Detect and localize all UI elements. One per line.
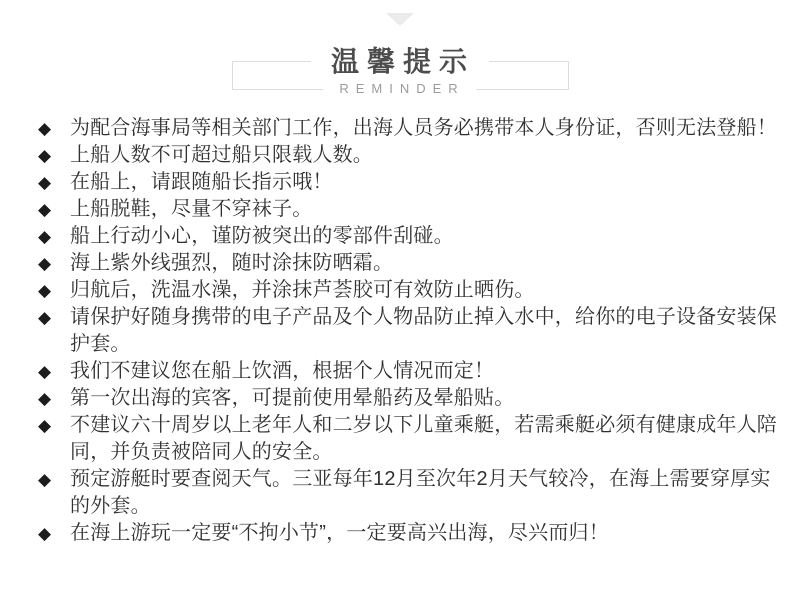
tip-item (38, 115, 778, 142)
tip-item (38, 304, 778, 358)
diamond-bullet-icon: ◆ (38, 470, 52, 489)
tip-text: 请保护好随身携带的电子产品及个人物品防止掉入水中，给你的电子设备安装保护套。 (70, 306, 777, 355)
tip-item (38, 169, 778, 196)
reminder-section (0, 13, 800, 596)
section-divider-triangle-icon (386, 13, 414, 26)
tip-text: 海上紫外线强烈，随时涂抹防晒霜。 (70, 252, 394, 274)
diamond-bullet-icon: ◆ (38, 389, 52, 408)
tip-text: 我们不建议您在船上饮酒，根据个人情况而定！ (70, 360, 495, 382)
tip-item (38, 223, 778, 250)
tip-item (38, 142, 778, 169)
diamond-bullet-icon: ◆ (38, 254, 52, 273)
page-title: 温馨提示 (311, 46, 489, 78)
tip-item (38, 277, 778, 304)
tip-text: 上船人数不可超过船只限载人数。 (70, 144, 373, 166)
page-subtitle: REMINDER (323, 81, 476, 97)
tip-text: 不建议六十周岁以上老年人和二岁以下儿童乘艇，若需乘艇必须有健康成年人陪同，并负责被陪同人的安全。 (70, 414, 777, 463)
tip-item (38, 358, 778, 385)
tip-text: 归航后，洗温水澡，并涂抹芦荟胶可有效防止晒伤。 (70, 279, 535, 301)
tip-text: 船上行动小心，谨防被突出的零部件刮碰。 (70, 225, 454, 247)
diamond-bullet-icon: ◆ (38, 362, 52, 381)
diamond-bullet-icon: ◆ (38, 119, 52, 138)
tip-item (38, 520, 778, 547)
diamond-bullet-icon: ◆ (38, 173, 52, 192)
tip-item (38, 412, 778, 466)
tip-text: 第一次出海的宾客，可提前使用晕船药及晕船贴。 (70, 387, 515, 409)
diamond-bullet-icon: ◆ (38, 281, 52, 300)
tip-item (38, 466, 778, 520)
diamond-bullet-icon: ◆ (38, 416, 52, 435)
diamond-bullet-icon: ◆ (38, 200, 52, 219)
tip-text: 预定游艇时要查阅天气。三亚每年12月至次年2月天气较冷，在海上需要穿厚实的外套。 (70, 468, 771, 517)
tip-text: 在船上，请跟随船长指示哦！ (70, 171, 333, 193)
tip-item (38, 385, 778, 412)
tip-text: 上船脱鞋，尽量不穿袜子。 (70, 198, 313, 220)
diamond-bullet-icon: ◆ (38, 308, 52, 327)
section-header (232, 45, 569, 97)
diamond-bullet-icon: ◆ (38, 227, 52, 246)
page (0, 13, 800, 596)
tip-text: 在海上游玩一定要“不拘小节”，一定要高兴出海，尽兴而归！ (70, 522, 609, 544)
tip-text: 为配合海事局等相关部门工作，出海人员务必携带本人身份证，否则无法登船！ (70, 117, 777, 139)
tip-item (38, 250, 778, 277)
tips-list (0, 115, 800, 547)
diamond-bullet-icon: ◆ (38, 524, 52, 543)
diamond-bullet-icon: ◆ (38, 146, 52, 165)
tip-item (38, 196, 778, 223)
